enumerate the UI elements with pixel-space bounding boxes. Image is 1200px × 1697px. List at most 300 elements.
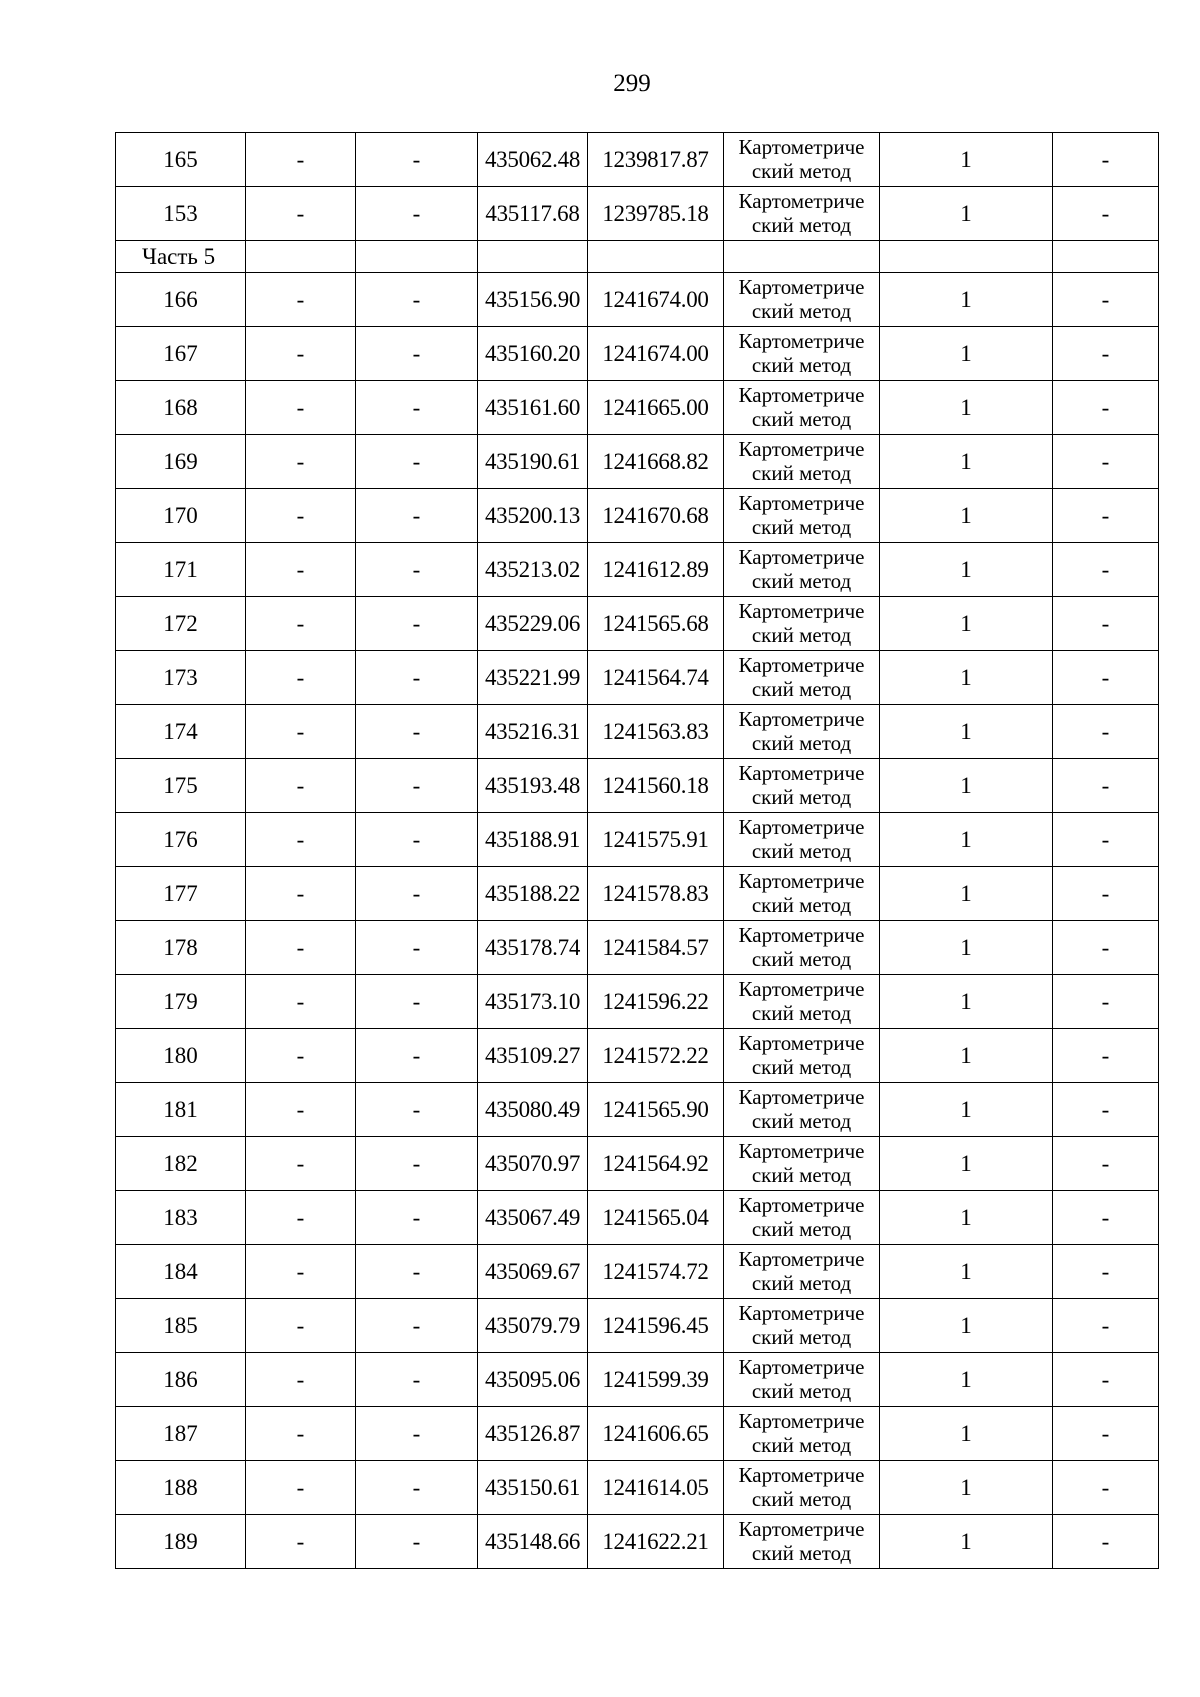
method-line-2: ский метод: [751, 676, 852, 701]
method-cell: [724, 1461, 880, 1515]
table-row: [116, 1407, 1159, 1461]
table-row: [116, 327, 1159, 381]
dash-cell: -: [356, 1461, 478, 1515]
y-coordinate-cell: 1241575.91: [588, 813, 724, 867]
dash-cell: -: [356, 813, 478, 867]
x-coordinate-cell: 435080.49: [478, 1083, 588, 1137]
table-row: [116, 1299, 1159, 1353]
x-coordinate-cell: 435070.97: [478, 1137, 588, 1191]
dash-cell: -: [246, 187, 356, 241]
accuracy-cell: 1: [880, 1137, 1053, 1191]
dash-cell: -: [356, 975, 478, 1029]
dash-cell: -: [1053, 1461, 1159, 1515]
method-cell: [724, 133, 880, 187]
dash-cell: -: [246, 1191, 356, 1245]
point-number-cell: 181: [116, 1083, 246, 1137]
dash-cell: -: [246, 705, 356, 759]
method-line-1: Картометриче: [738, 544, 865, 569]
point-number-cell: 178: [116, 921, 246, 975]
dash-cell: -: [356, 651, 478, 705]
method-cell: [724, 651, 880, 705]
point-number-cell: 166: [116, 273, 246, 327]
accuracy-cell: 1: [880, 1407, 1053, 1461]
page-number: 299: [613, 70, 651, 97]
method-line-1: Картометриче: [738, 598, 865, 623]
accuracy-cell: 1: [880, 133, 1053, 187]
dash-cell: -: [1053, 651, 1159, 705]
method-line-1: Картометриче: [738, 1408, 865, 1433]
accuracy-cell: 1: [880, 1299, 1053, 1353]
table-row: [116, 435, 1159, 489]
method-cell: [724, 921, 880, 975]
method-line-1: Картометриче: [738, 382, 865, 407]
x-coordinate-cell: 435173.10: [478, 975, 588, 1029]
method-cell: [724, 1083, 880, 1137]
y-coordinate-cell: 1241596.45: [588, 1299, 724, 1353]
table-row: [116, 1461, 1159, 1515]
y-coordinate-cell: 1241578.83: [588, 867, 724, 921]
accuracy-cell: 1: [880, 1245, 1053, 1299]
x-coordinate-cell: 435109.27: [478, 1029, 588, 1083]
method-cell: [724, 867, 880, 921]
point-number-cell: 180: [116, 1029, 246, 1083]
method-line-2: ский метод: [751, 514, 852, 539]
dash-cell: -: [356, 543, 478, 597]
method-cell: [724, 1407, 880, 1461]
section-header: [116, 241, 1159, 273]
method-line-1: Картометриче: [738, 188, 865, 213]
dash-cell: -: [356, 1245, 478, 1299]
dash-cell: -: [1053, 543, 1159, 597]
y-coordinate-cell: 1241563.83: [588, 705, 724, 759]
dash-cell: -: [246, 1515, 356, 1569]
dash-cell: -: [1053, 813, 1159, 867]
rows-after-section: [116, 273, 1159, 1569]
dash-cell: -: [1053, 705, 1159, 759]
y-coordinate-cell: 1241622.21: [588, 1515, 724, 1569]
dash-cell: -: [1053, 327, 1159, 381]
dash-cell: -: [1053, 867, 1159, 921]
method-line-2: ский метод: [751, 352, 852, 377]
y-coordinate-cell: 1241674.00: [588, 273, 724, 327]
dash-cell: -: [1053, 1083, 1159, 1137]
point-number-cell: 184: [116, 1245, 246, 1299]
method-cell: [724, 435, 880, 489]
accuracy-cell: 1: [880, 597, 1053, 651]
dash-cell: -: [356, 1191, 478, 1245]
method-line-2: ский метод: [751, 460, 852, 485]
method-cell: [724, 187, 880, 241]
table-row: [116, 543, 1159, 597]
method-cell: [724, 489, 880, 543]
point-number-cell: 170: [116, 489, 246, 543]
y-coordinate-cell: 1241572.22: [588, 1029, 724, 1083]
dash-cell: -: [246, 1029, 356, 1083]
point-number-cell: 187: [116, 1407, 246, 1461]
accuracy-cell: 1: [880, 1515, 1053, 1569]
table-row: [116, 921, 1159, 975]
dash-cell: -: [356, 867, 478, 921]
point-number-cell: 175: [116, 759, 246, 813]
dash-cell: -: [1053, 133, 1159, 187]
method-line-2: ский метод: [751, 298, 852, 323]
rows-before-section: [116, 133, 1159, 241]
method-line-2: ский метод: [751, 158, 852, 183]
dash-cell: -: [246, 759, 356, 813]
dash-cell: -: [356, 1515, 478, 1569]
method-line-1: Картометриче: [738, 1462, 865, 1487]
method-line-2: ский метод: [751, 838, 852, 863]
dash-cell: -: [356, 1083, 478, 1137]
dash-cell: -: [356, 1407, 478, 1461]
dash-cell: -: [356, 133, 478, 187]
method-line-2: ский метод: [751, 568, 852, 593]
y-coordinate-cell: 1241564.92: [588, 1137, 724, 1191]
accuracy-cell: 1: [880, 1029, 1053, 1083]
method-cell: [724, 381, 880, 435]
section-empty-cell: [246, 241, 356, 273]
x-coordinate-cell: 435213.02: [478, 543, 588, 597]
accuracy-cell: 1: [880, 651, 1053, 705]
table-row: [116, 1353, 1159, 1407]
table-row: [116, 1029, 1159, 1083]
method-cell: [724, 813, 880, 867]
method-line-1: Картометриче: [738, 134, 865, 159]
y-coordinate-cell: 1241574.72: [588, 1245, 724, 1299]
y-coordinate-cell: 1241674.00: [588, 327, 724, 381]
y-coordinate-cell: 1241670.68: [588, 489, 724, 543]
method-line-2: ский метод: [751, 1216, 852, 1241]
method-line-1: Картометриче: [738, 814, 865, 839]
section-empty-cell: [1053, 241, 1159, 273]
dash-cell: -: [246, 975, 356, 1029]
method-line-2: ский метод: [751, 1270, 852, 1295]
x-coordinate-cell: 435188.91: [478, 813, 588, 867]
method-line-1: Картометриче: [738, 976, 865, 1001]
table-row: [116, 975, 1159, 1029]
x-coordinate-cell: 435178.74: [478, 921, 588, 975]
accuracy-cell: 1: [880, 759, 1053, 813]
y-coordinate-cell: 1241599.39: [588, 1353, 724, 1407]
dash-cell: -: [1053, 1299, 1159, 1353]
point-number-cell: 167: [116, 327, 246, 381]
y-coordinate-cell: 1241565.90: [588, 1083, 724, 1137]
method-cell: [724, 273, 880, 327]
y-coordinate-cell: 1241565.68: [588, 597, 724, 651]
dash-cell: -: [246, 921, 356, 975]
x-coordinate-cell: 435188.22: [478, 867, 588, 921]
dash-cell: -: [356, 921, 478, 975]
point-number-cell: 183: [116, 1191, 246, 1245]
x-coordinate-cell: 435229.06: [478, 597, 588, 651]
table-row: [116, 1515, 1159, 1569]
dash-cell: -: [356, 1029, 478, 1083]
x-coordinate-cell: 435126.87: [478, 1407, 588, 1461]
table-row: [116, 597, 1159, 651]
dash-cell: -: [246, 1353, 356, 1407]
method-line-1: Картометриче: [738, 760, 865, 785]
method-line-1: Картометриче: [738, 1030, 865, 1055]
accuracy-cell: 1: [880, 813, 1053, 867]
table-row: [116, 813, 1159, 867]
section-empty-cell: [880, 241, 1053, 273]
method-line-1: Картометриче: [738, 436, 865, 461]
point-number-cell: 171: [116, 543, 246, 597]
method-line-2: ский метод: [751, 406, 852, 431]
method-cell: [724, 1191, 880, 1245]
x-coordinate-cell: 435069.67: [478, 1245, 588, 1299]
dash-cell: -: [246, 597, 356, 651]
dash-cell: -: [1053, 1515, 1159, 1569]
point-number-cell: 153: [116, 187, 246, 241]
table-row: [116, 1137, 1159, 1191]
point-number-cell: 172: [116, 597, 246, 651]
coordinates-table: [115, 132, 1159, 1569]
x-coordinate-cell: 435161.60: [478, 381, 588, 435]
point-number-cell: 174: [116, 705, 246, 759]
dash-cell: -: [246, 813, 356, 867]
method-cell: [724, 1029, 880, 1083]
dash-cell: -: [1053, 759, 1159, 813]
y-coordinate-cell: 1241612.89: [588, 543, 724, 597]
dash-cell: -: [246, 867, 356, 921]
dash-cell: -: [356, 327, 478, 381]
method-line-2: ский метод: [751, 1378, 852, 1403]
y-coordinate-cell: 1241565.04: [588, 1191, 724, 1245]
method-line-1: Картометриче: [738, 1354, 865, 1379]
method-line-1: Картометриче: [738, 1300, 865, 1325]
table-row: [116, 705, 1159, 759]
dash-cell: -: [246, 1461, 356, 1515]
accuracy-cell: 1: [880, 975, 1053, 1029]
method-line-1: Картометриче: [738, 274, 865, 299]
method-cell: [724, 1353, 880, 1407]
dash-cell: -: [1053, 1245, 1159, 1299]
dash-cell: -: [246, 1299, 356, 1353]
point-number-cell: 188: [116, 1461, 246, 1515]
method-line-2: ский метод: [751, 1432, 852, 1457]
method-cell: [724, 543, 880, 597]
dash-cell: -: [1053, 187, 1159, 241]
method-line-2: ский метод: [751, 622, 852, 647]
method-line-2: ский метод: [751, 1108, 852, 1133]
x-coordinate-cell: 435190.61: [478, 435, 588, 489]
accuracy-cell: 1: [880, 381, 1053, 435]
section-empty-cell: [724, 241, 880, 273]
table-row: [116, 651, 1159, 705]
method-line-2: ский метод: [751, 1486, 852, 1511]
dash-cell: -: [356, 381, 478, 435]
method-line-1: Картометриче: [738, 652, 865, 677]
dash-cell: -: [356, 489, 478, 543]
table-row: [116, 273, 1159, 327]
method-line-2: ский метод: [751, 1324, 852, 1349]
dash-cell: -: [246, 1407, 356, 1461]
accuracy-cell: 1: [880, 1353, 1053, 1407]
dash-cell: -: [356, 597, 478, 651]
accuracy-cell: 1: [880, 921, 1053, 975]
accuracy-cell: 1: [880, 1461, 1053, 1515]
method-line-2: ский метод: [751, 1540, 852, 1565]
dash-cell: -: [246, 1245, 356, 1299]
dash-cell: -: [1053, 381, 1159, 435]
y-coordinate-cell: 1241606.65: [588, 1407, 724, 1461]
accuracy-cell: 1: [880, 867, 1053, 921]
accuracy-cell: 1: [880, 187, 1053, 241]
section-label: Часть 5: [116, 241, 246, 273]
dash-cell: -: [246, 273, 356, 327]
y-coordinate-cell: 1239817.87: [588, 133, 724, 187]
accuracy-cell: 1: [880, 435, 1053, 489]
dash-cell: -: [246, 381, 356, 435]
section-row: [116, 241, 1159, 273]
table-row: [116, 867, 1159, 921]
x-coordinate-cell: 435216.31: [478, 705, 588, 759]
method-line-2: ский метод: [751, 892, 852, 917]
x-coordinate-cell: 435193.48: [478, 759, 588, 813]
dash-cell: -: [356, 1137, 478, 1191]
x-coordinate-cell: 435067.49: [478, 1191, 588, 1245]
method-cell: [724, 1137, 880, 1191]
x-coordinate-cell: 435117.68: [478, 187, 588, 241]
y-coordinate-cell: 1239785.18: [588, 187, 724, 241]
method-cell: [724, 705, 880, 759]
dash-cell: -: [246, 327, 356, 381]
method-line-1: Картометриче: [738, 868, 865, 893]
method-line-1: Картометриче: [738, 922, 865, 947]
method-cell: [724, 597, 880, 651]
x-coordinate-cell: 435160.20: [478, 327, 588, 381]
section-empty-cell: [356, 241, 478, 273]
method-line-2: ский метод: [751, 1054, 852, 1079]
section-empty-cell: [588, 241, 724, 273]
y-coordinate-cell: 1241668.82: [588, 435, 724, 489]
dash-cell: -: [356, 759, 478, 813]
method-line-2: ский метод: [751, 946, 852, 971]
dash-cell: -: [1053, 597, 1159, 651]
method-line-2: ский метод: [751, 212, 852, 237]
method-line-1: Картометриче: [738, 1192, 865, 1217]
dash-cell: -: [356, 187, 478, 241]
x-coordinate-cell: 435095.06: [478, 1353, 588, 1407]
dash-cell: -: [1053, 1137, 1159, 1191]
point-number-cell: 179: [116, 975, 246, 1029]
method-line-1: Картометриче: [738, 1246, 865, 1271]
dash-cell: -: [1053, 1407, 1159, 1461]
dash-cell: -: [246, 1137, 356, 1191]
dash-cell: -: [246, 435, 356, 489]
dash-cell: -: [246, 489, 356, 543]
point-number-cell: 173: [116, 651, 246, 705]
dash-cell: -: [1053, 975, 1159, 1029]
dash-cell: -: [246, 1083, 356, 1137]
x-coordinate-cell: 435079.79: [478, 1299, 588, 1353]
table-row: [116, 187, 1159, 241]
y-coordinate-cell: 1241596.22: [588, 975, 724, 1029]
accuracy-cell: 1: [880, 1191, 1053, 1245]
dash-cell: -: [1053, 1191, 1159, 1245]
method-line-2: ский метод: [751, 1000, 852, 1025]
dash-cell: -: [1053, 489, 1159, 543]
accuracy-cell: 1: [880, 543, 1053, 597]
method-cell: [724, 1515, 880, 1569]
point-number-cell: 176: [116, 813, 246, 867]
x-coordinate-cell: 435221.99: [478, 651, 588, 705]
table-row: [116, 1245, 1159, 1299]
dash-cell: -: [1053, 1353, 1159, 1407]
accuracy-cell: 1: [880, 489, 1053, 543]
accuracy-cell: 1: [880, 1083, 1053, 1137]
point-number-cell: 177: [116, 867, 246, 921]
y-coordinate-cell: 1241584.57: [588, 921, 724, 975]
method-line-1: Картометриче: [738, 490, 865, 515]
section-empty-cell: [478, 241, 588, 273]
accuracy-cell: 1: [880, 273, 1053, 327]
method-line-2: ский метод: [751, 1162, 852, 1187]
method-line-1: Картометриче: [738, 1084, 865, 1109]
table-row: [116, 1083, 1159, 1137]
point-number-cell: 185: [116, 1299, 246, 1353]
point-number-cell: 165: [116, 133, 246, 187]
method-line-1: Картометриче: [738, 706, 865, 731]
point-number-cell: 182: [116, 1137, 246, 1191]
accuracy-cell: 1: [880, 705, 1053, 759]
y-coordinate-cell: 1241614.05: [588, 1461, 724, 1515]
dash-cell: -: [356, 1299, 478, 1353]
point-number-cell: 169: [116, 435, 246, 489]
dash-cell: -: [356, 273, 478, 327]
method-cell: [724, 759, 880, 813]
point-number-cell: 168: [116, 381, 246, 435]
point-number-cell: 186: [116, 1353, 246, 1407]
method-line-2: ский метод: [751, 784, 852, 809]
method-line-1: Картометриче: [738, 1138, 865, 1163]
y-coordinate-cell: 1241560.18: [588, 759, 724, 813]
dash-cell: -: [1053, 1029, 1159, 1083]
y-coordinate-cell: 1241665.00: [588, 381, 724, 435]
dash-cell: -: [246, 133, 356, 187]
method-cell: [724, 327, 880, 381]
dash-cell: -: [246, 543, 356, 597]
dash-cell: -: [1053, 435, 1159, 489]
table-row: [116, 759, 1159, 813]
table-row: [116, 1191, 1159, 1245]
method-line-2: ский метод: [751, 730, 852, 755]
method-cell: [724, 1245, 880, 1299]
accuracy-cell: 1: [880, 327, 1053, 381]
x-coordinate-cell: 435148.66: [478, 1515, 588, 1569]
table-row: [116, 381, 1159, 435]
method-cell: [724, 975, 880, 1029]
dash-cell: -: [356, 435, 478, 489]
dash-cell: -: [356, 705, 478, 759]
point-number-cell: 189: [116, 1515, 246, 1569]
y-coordinate-cell: 1241564.74: [588, 651, 724, 705]
table-row: [116, 489, 1159, 543]
dash-cell: -: [246, 651, 356, 705]
x-coordinate-cell: 435200.13: [478, 489, 588, 543]
dash-cell: -: [356, 1353, 478, 1407]
table-row: [116, 133, 1159, 187]
x-coordinate-cell: 435156.90: [478, 273, 588, 327]
dash-cell: -: [1053, 921, 1159, 975]
method-line-1: Картометриче: [738, 328, 865, 353]
x-coordinate-cell: 435062.48: [478, 133, 588, 187]
dash-cell: -: [1053, 273, 1159, 327]
x-coordinate-cell: 435150.61: [478, 1461, 588, 1515]
method-line-1: Картометриче: [738, 1516, 865, 1541]
method-cell: [724, 1299, 880, 1353]
